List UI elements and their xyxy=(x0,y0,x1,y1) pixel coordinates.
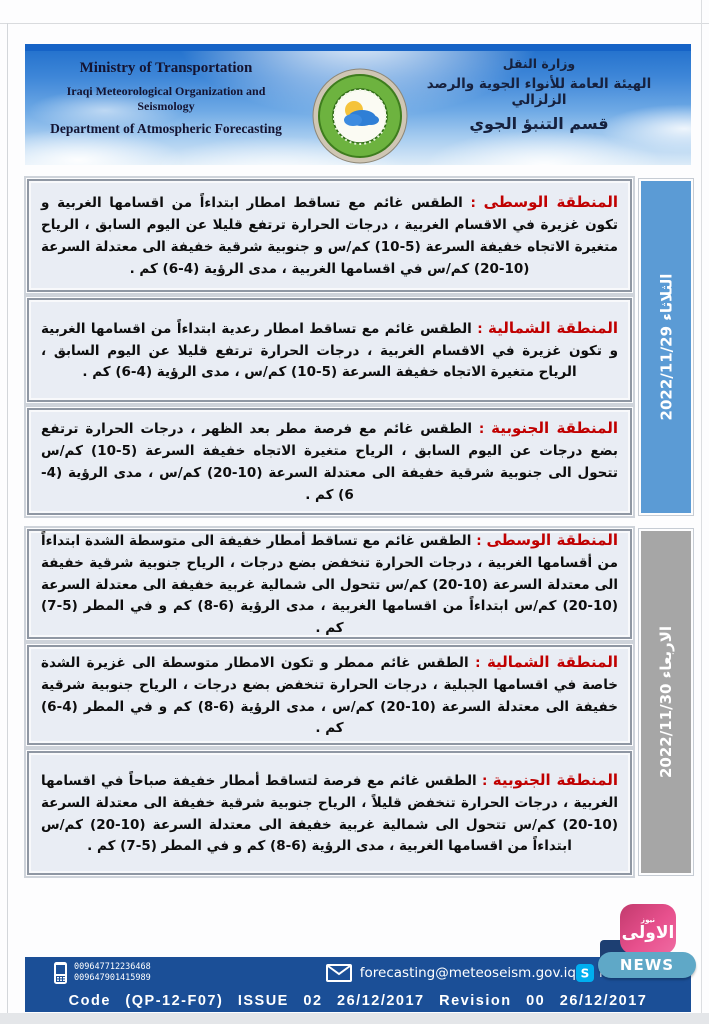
region-title: المنطقة الوسطى xyxy=(483,193,618,212)
phone-block xyxy=(53,962,151,984)
title-separator: : xyxy=(462,195,484,212)
scan-edge-top xyxy=(0,23,709,24)
region-title: المنطقة الجنوبية xyxy=(491,419,618,438)
title-separator: : xyxy=(471,320,489,337)
email-address: forecasting@meteoseism.gov.iq xyxy=(359,965,576,981)
department-name-en: Department of Atmospheric Forecasting xyxy=(50,121,282,136)
department-name-ar: قسم التنبؤ الجوي xyxy=(469,114,609,133)
forecast-paragraph xyxy=(41,190,618,280)
scan-edge-left xyxy=(7,23,8,1013)
phone-number-2: 009647901415989 xyxy=(74,973,151,983)
envelope-icon xyxy=(326,964,352,982)
svg-text:S: S xyxy=(580,966,590,981)
forecast-paragraph xyxy=(41,768,618,858)
forecast-text: الطقس غائم مع تساقط أمطار خفيفة الى متوسطة الشدة ابتداءاً من أقسامها الغربية ، درجات الحرارة تنخفض بضع درجات ، الرياح جنوبية شرقية خفيفة الى معتدلة السرعة (10-20) كم/س تتحول الى شمالية غربية خفيفة الى معتدلة السرعة (10-20) كم/س ابتداءاً من اقسامها الغربية ، مدى الرؤية (6-8) كم و في المطر (5-7) كم . xyxy=(41,532,618,637)
title-separator: : xyxy=(476,772,493,789)
region-title: المنطقة الشمالية xyxy=(488,318,618,337)
skype-icon xyxy=(576,964,594,982)
region-title: المنطقة الجنوبية xyxy=(492,770,618,789)
contact-row xyxy=(25,957,691,989)
header-banner xyxy=(25,44,691,165)
date-bar-wednesday xyxy=(639,529,693,875)
news-band-label: NEWS xyxy=(619,956,675,974)
news-watermark xyxy=(598,896,698,986)
ministry-name-ar: وزارة النقل xyxy=(502,56,576,71)
forecast-paragraph xyxy=(41,650,618,740)
news-band xyxy=(598,952,696,978)
forecast-text: الطقس غائم مع تساقط امطار رعدية ابتداءاً من اقسامها الغربية و تكون غزيرة في الاقسام الغربية ، درجات الحرارة ترتفع قليلا عن اليوم السابق ، الرياح متغيرة الاتجاه خفيفة السرعة (5-10) كم/س ، مدى الرؤية (4-6) كم . xyxy=(41,320,618,381)
meteorological-organization-logo-icon xyxy=(312,68,408,164)
title-separator: : xyxy=(471,532,487,549)
forecast-text: الطقس غائم ممطر و تكون الامطار متوسطة الى غزيرة الشدة خاصة في اقسامها الجبلية ، درجات الحرارة تنخفض بضع درجات ، الرياح جنوبية شرقية خفيفة الى معتدلة السرعة (10-20) كم/س ، مدى الرؤية (6-8) كم و في المطر (4-6) كم . xyxy=(41,654,618,737)
forecast-box-tuesday-southern xyxy=(27,408,632,515)
org-name-english xyxy=(41,60,291,137)
news-arabic-small: نيوز xyxy=(641,915,655,924)
document-code-line: Code (QP-12-F07) ISSUE 02 26/12/2017 Revision 00 26/12/2017 xyxy=(68,993,648,1009)
organization-name-en: Iraqi Meteorological Organization and Seismology xyxy=(66,84,266,113)
date-label-tuesday: الثلاثاء 2022/11/29 xyxy=(657,273,675,421)
date-label-wednesday: الاربعاء 2022/11/30 xyxy=(657,625,675,779)
forecast-text: الطقس غائم مع فرصة لتساقط أمطار خفيفة صباحاً في اقسامها الغربية ، درجات الحرارة تنخفض قليلاً ، الرياح جنوبية شرقية خفيفة الى معتدلة السرعة (10-20) كم/س تتحول الى شمالية غربية خفيفة الى معتدلة السرعة (10-20) كم/س ابتداءاً من اقسامها الغربية ، مدى الرؤية (6-8) كم و في المطر (5-7) كم . xyxy=(41,772,618,855)
ministry-name-en: Ministry of Transportation xyxy=(79,60,253,76)
organization-name-ar: الهيئة العامة للأنواء الجوية والرصد الزلزالي xyxy=(426,76,652,108)
title-separator: : xyxy=(471,421,492,438)
forecast-paragraph xyxy=(41,316,618,385)
email-block xyxy=(326,964,576,982)
forecast-box-wednesday-southern xyxy=(27,751,632,875)
footer-bar xyxy=(25,957,691,1012)
org-name-arabic xyxy=(409,56,669,133)
forecast-box-tuesday-northern xyxy=(27,298,632,402)
forecast-text: الطقس غائم مع فرصة مطر بعد الظهر ، درجات الحرارة ترتفع بضع درجات عن اليوم السابق ، الرياح متغيرة الاتجاه خفيفة السرعة (5-10) كم/س تتحول الى جنوبية شرقية خفيفة الى معتدلة السرعة (10-20) كم/س ، مدى الرؤية (4-6) كم . xyxy=(41,421,618,503)
forecast-box-wednesday-northern xyxy=(27,645,632,745)
forecast-text: الطقس غائم مع تساقط امطار ابتداءاً من اقسامها الغربية و تكون غزيرة في الاقسام الغربية ، درجات الحرارة ترتفع قليلا عن اليوم السابق ، الرياح متغيرة الاتجاه خفيفة السرعة (5-10) كم/س و جنوبية شرقية خفيفة الى معتدلة السرعة (10-20) كم/س في اقسامها الغربية ، مدى الرؤية (4-6) كم . xyxy=(41,195,618,277)
scan-edge-bottom xyxy=(0,1013,709,1024)
banner-top-strip xyxy=(25,44,691,51)
region-title: المنطقة الشمالية xyxy=(486,652,618,671)
region-title: المنطقة الوسطى xyxy=(486,530,618,549)
phone-number-1: 009647712236468 xyxy=(74,962,151,973)
news-arabic-main: الاولى xyxy=(621,922,675,943)
title-separator: : xyxy=(468,654,487,671)
scan-edge-right xyxy=(701,0,702,1024)
forecast-paragraph xyxy=(41,416,618,506)
phone-numbers xyxy=(74,962,151,983)
date-bar-tuesday xyxy=(639,179,693,515)
forecast-box-tuesday-central xyxy=(27,179,632,292)
mobile-phone-icon xyxy=(53,962,68,984)
news-logo-icon xyxy=(620,904,676,954)
forecast-box-wednesday-central xyxy=(27,529,632,639)
forecast-paragraph xyxy=(41,528,618,640)
